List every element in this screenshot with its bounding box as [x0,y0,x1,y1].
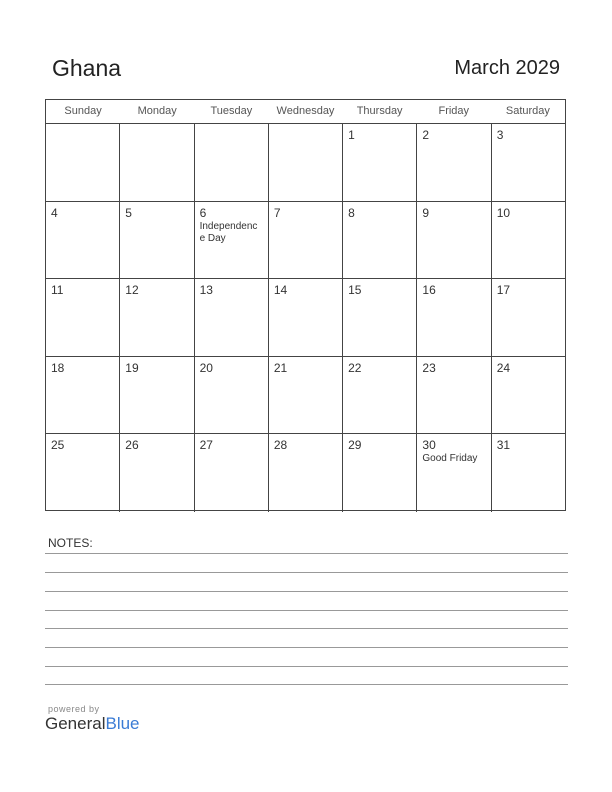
notes-label: NOTES: [48,536,93,550]
day-cell [120,124,194,201]
day-cell [46,124,120,201]
day-cell [46,202,120,279]
day-number: 10 [496,205,511,220]
day-cell [120,202,194,279]
month-year-title: March 2029 [454,57,560,79]
powered-by-text: powered by [48,704,100,714]
day-cell [343,202,417,279]
week-row [46,434,565,512]
day-cell [343,124,417,201]
day-cell [492,202,565,279]
weekday-header-row [46,100,565,124]
day-cell [417,279,491,356]
day-number: 13 [199,283,213,298]
day-cell [195,124,269,201]
brand-blue-text: Blue [105,714,140,733]
day-cell [417,124,491,201]
day-number: 15 [348,283,362,298]
day-cell [492,434,565,512]
brand-general-text: General [45,714,106,733]
day-number: 19 [125,360,139,375]
day-cell [120,434,194,512]
day-number: 31 [496,438,511,453]
day-cell [195,202,269,279]
weekday-sunday: Sunday [64,105,102,117]
notes-line [45,572,568,573]
day-cell [269,124,343,201]
day-number: 1 [348,128,355,142]
day-cell [417,202,491,279]
calendar-grid [45,99,566,511]
day-number: 4 [51,205,58,220]
week-row [46,124,565,202]
day-cell [269,434,343,512]
day-cell [46,434,120,512]
day-number: 6 [199,205,207,220]
day-number: 12 [125,283,139,298]
day-number: 20 [199,360,213,375]
weekday-saturday: Saturday [505,105,550,117]
day-number: 17 [496,283,511,298]
day-number: 16 [422,283,436,298]
day-cell [269,357,343,434]
weekday-thursday: Thursday [356,105,403,117]
day-cell [46,357,120,434]
notes-line [45,553,568,554]
weekday-monday: Monday [137,105,177,117]
notes-line [45,684,568,685]
day-number: 21 [273,360,288,375]
notes-line [45,591,568,592]
weekday-tuesday: Tuesday [210,105,253,117]
day-number: 23 [422,360,436,375]
notes-line [45,666,568,667]
day-number: 24 [496,360,511,375]
day-cell [343,279,417,356]
day-cell [195,357,269,434]
day-number: 2 [422,128,430,142]
day-cell [195,434,269,512]
day-cell [343,434,417,512]
day-number: 30 [422,438,436,453]
day-cell [120,357,194,434]
brand-name [45,714,140,734]
day-number: 11 [51,283,64,298]
day-cell [492,357,565,434]
week-row [46,279,565,357]
day-cell [269,279,343,356]
day-number: 22 [348,360,362,375]
week-row [46,357,565,435]
brand-logo [45,704,140,734]
day-number: 14 [273,283,288,298]
day-cell [417,357,491,434]
country-title: Ghana [52,55,122,81]
day-cell [269,202,343,279]
day-number: 26 [125,438,139,453]
day-cell [46,279,120,356]
day-cell [417,434,491,512]
day-number: 7 [273,205,281,220]
day-number: 25 [51,438,65,453]
notes-line [45,647,568,648]
weekday-wednesday: Wednesday [276,105,335,117]
day-number: 29 [348,438,362,453]
day-cell [343,357,417,434]
weekday-friday: Friday [438,105,470,117]
day-number: 27 [199,438,213,453]
day-cell [492,279,565,356]
day-number: 3 [496,128,504,142]
notes-line [45,610,568,611]
day-cell [492,124,565,201]
day-number: 28 [273,438,288,453]
holiday-label: Good Friday [422,453,478,465]
day-number: 18 [51,360,65,375]
notes-line [45,628,568,629]
day-number: 5 [125,205,132,220]
day-number: 9 [422,205,430,220]
week-row [46,202,565,280]
day-cell [195,279,269,356]
holiday-label: Independence Day [199,220,258,244]
day-number: 8 [348,205,355,220]
day-cell [120,279,194,356]
